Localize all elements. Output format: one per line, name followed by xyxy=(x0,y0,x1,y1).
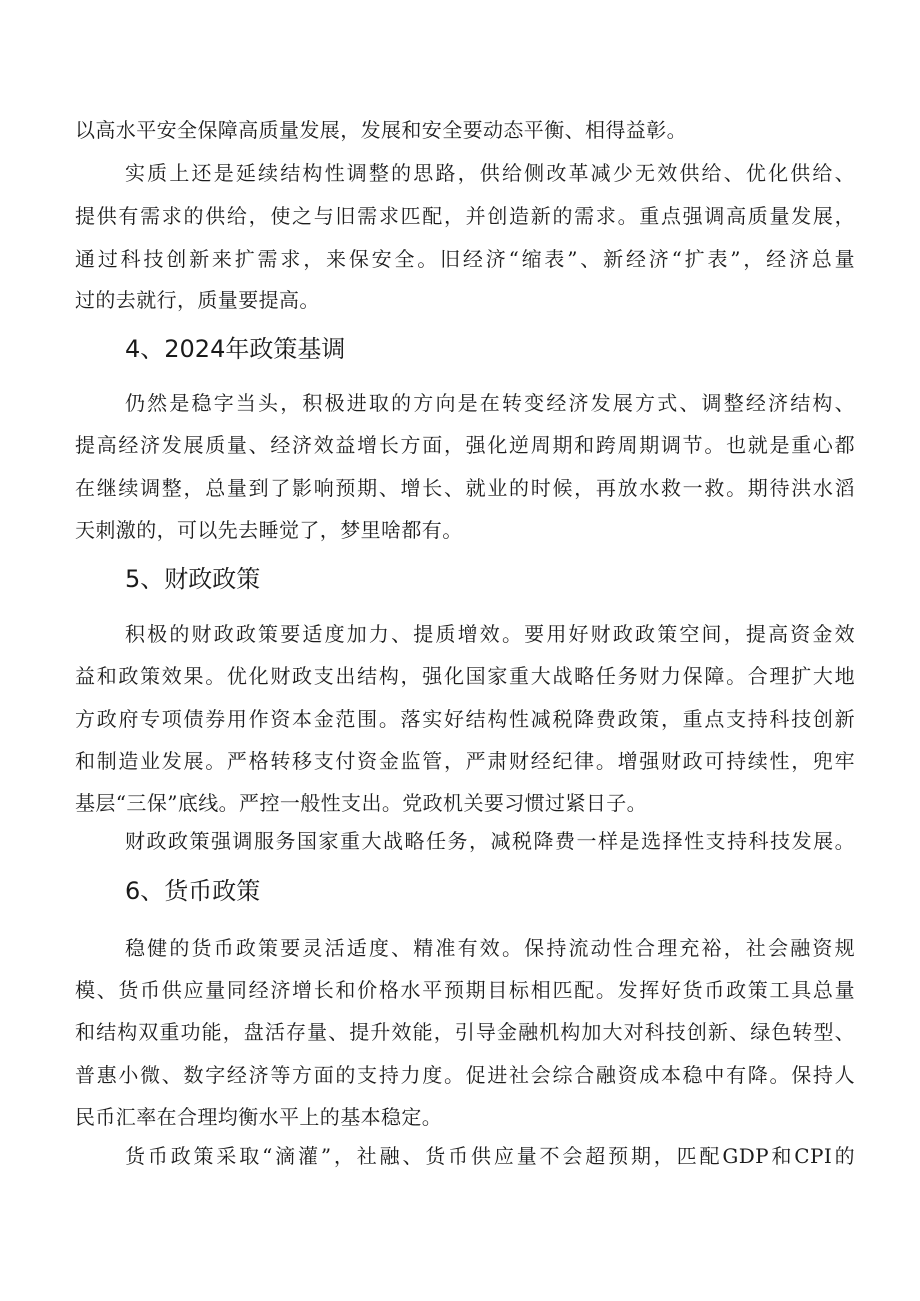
section-heading-monetary-policy: 6、货币政策 xyxy=(125,877,261,905)
text-line: 货币政策采取“滴灌”，社融、货币供应量不会超预期，匹配GDP和CPI的 xyxy=(125,1144,855,1168)
text-line: 过的去就行，质量要提高。 xyxy=(75,288,320,312)
text-line: 提高经济发展质量、经济效益增长方面，强化逆周期和跨周期调节。也就是重心都 xyxy=(75,433,855,457)
section-heading-fiscal-policy: 5、财政政策 xyxy=(125,565,261,593)
text-line: 仍然是稳字当头，积极进取的方向是在转变经济发展方式、调整经济结构、 xyxy=(125,391,855,415)
text-line: 方政府专项债券用作资本金范围。落实好结构性减税降费政策，重点支持科技创新 xyxy=(75,707,855,731)
text-line: 以高水平安全保障高质量发展，发展和安全要动态平衡、相得益彰。 xyxy=(75,118,687,142)
text-line: 普惠小微、数字经济等方面的支持力度。促进社会综合融资成本稳中有降。保持人 xyxy=(75,1063,855,1087)
text-line: 实质上还是延续结构性调整的思路，供给侧改革减少无效供给、优化供给、 xyxy=(125,161,855,185)
text-line: 基层“三保”底线。严控一般性支出。党政机关要习惯过紧日子。 xyxy=(75,791,648,815)
text-line: 模、货币供应量同经济增长和价格水平预期目标相匹配。发挥好货币政策工具总量 xyxy=(75,978,855,1002)
text-line: 财政政策强调服务国家重大战略任务，减税降费一样是选择性支持科技发展。 xyxy=(125,829,855,853)
text-line: 在继续调整，总量到了影响预期、增长、就业的时候，再放水救一救。期待洪水滔 xyxy=(75,476,855,500)
text-line: 和结构双重功能，盘活存量、提升效能，引导金融机构加大对科技创新、绿色转型、 xyxy=(75,1020,855,1044)
text-line: 益和政策效果。优化财政支出结构，强化国家重大战略任务财力保障。合理扩大地 xyxy=(75,664,855,688)
text-line: 天刺激的，可以先去睡觉了，梦里啥都有。 xyxy=(75,518,463,542)
text-line: 民币汇率在合理均衡水平上的基本稳定。 xyxy=(75,1105,443,1129)
text-line: 积极的财政政策要适度加力、提质增效。要用好财政政策空间，提高资金效 xyxy=(125,622,855,646)
text-line: 和制造业发展。严格转移支付资金监管，严肃财经纪律。增强财政可持续性，兜牢 xyxy=(75,749,855,773)
text-line: 通过科技创新来扩需求，来保安全。旧经济“缩表”、新经济“扩表”，经济总量 xyxy=(75,247,855,271)
text-line: 稳健的货币政策要灵活适度、精准有效。保持流动性合理充裕，社会融资规 xyxy=(125,936,855,960)
section-heading-policy-tone: 4、2024年政策基调 xyxy=(125,335,346,363)
text-line: 提供有需求的供给，使之与旧需求匹配，并创造新的需求。重点强调高质量发展， xyxy=(75,204,855,228)
